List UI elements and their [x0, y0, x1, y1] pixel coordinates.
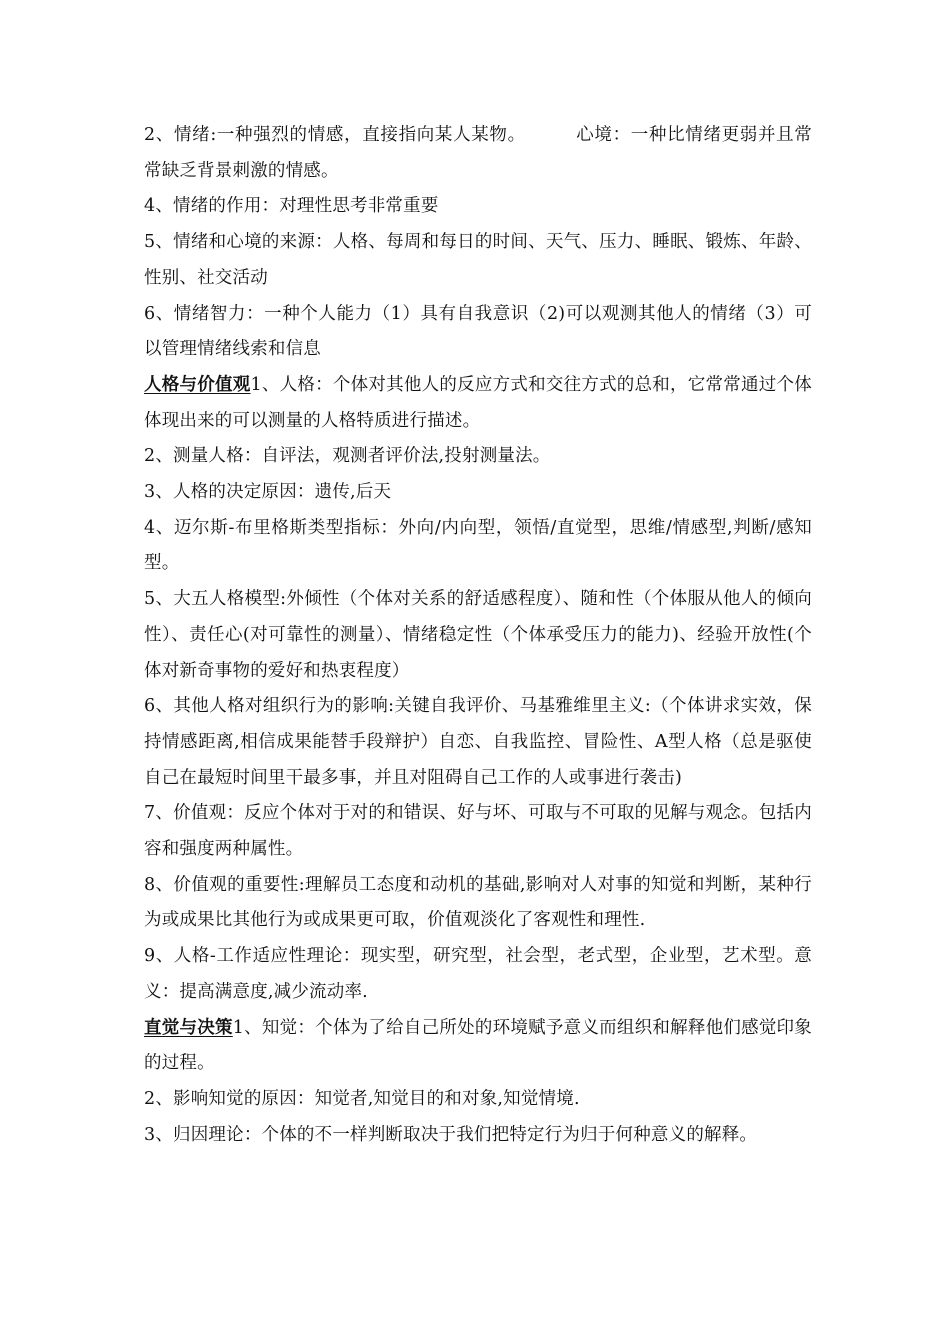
paragraph-text-mood: 心境：一种比情绪更弱并且常常缺乏背景刺激的情感。	[144, 125, 812, 181]
paragraph-emotion-definition	[144, 118, 812, 189]
paragraph-text: 7、价值观：反应个体对于对的和错误、好与坏、可取与不可取的见解与观念。包括内容和强度两种属性。	[144, 803, 812, 860]
paragraph-text: 3、归因理论：个体的不一样判断取决于我们把特定行为归于何种意义的解释。	[144, 1124, 758, 1145]
paragraph-other-personality	[144, 689, 812, 796]
paragraph-text: 3、人格的决定原因：遗传,后天	[144, 482, 392, 503]
paragraph-emotional-intelligence	[144, 297, 812, 368]
paragraph-emotion-sources	[144, 225, 812, 296]
paragraph-text: 4、情绪的作用：对理性思考非常重要	[144, 196, 439, 217]
paragraph-mbti	[144, 511, 812, 582]
section-heading-perception-decision: 直觉与决策	[144, 1017, 233, 1038]
paragraph-text: 5、大五人格模型:外倾性（个体对关系的舒适感程度）、随和性（个体服从他人的倾向性）、责任心(对可靠性的测量）、情绪稳定性（个体承受压力的能力)、经验开放性(个体对新奇事物的爱好和热衷程度）	[144, 589, 812, 681]
paragraph-text: 1、人格：个体对其他人的反应方式和交往方式的总和，它常常通过个体体现出来的可以测量的人格特质进行描述。	[144, 374, 812, 431]
paragraph-personality-definition	[144, 368, 812, 439]
paragraph-text: 1、知觉：个体为了给自己所处的环境赋予意义而组织和解释他们感觉印象的过程。	[144, 1017, 813, 1074]
paragraph-emotion-role	[144, 189, 812, 225]
paragraph-text: 8、价值观的重要性:理解员工态度和动机的基础,影响对人对事的知觉和判断，某种行为或成果比其他行为或成果更可取，价值观淡化了客观性和理性.	[144, 874, 812, 931]
paragraph-text: 2、影响知觉的原因：知觉者,知觉目的和对象,知觉情境.	[144, 1088, 580, 1109]
paragraph-text: 2、情绪:一种强烈的情感，直接指向某人某物。	[144, 125, 526, 145]
paragraph-big-five	[144, 582, 812, 689]
paragraph-text: 2、测量人格：自评法，观测者评价法,投射测量法。	[144, 446, 551, 467]
paragraph-perception-definition	[144, 1011, 812, 1082]
paragraph-text: 6、情绪智力：一种个人能力（1）具有自我意识（2)可以观测其他人的情绪（3）可以管理情绪线索和信息	[144, 303, 812, 360]
paragraph-personality-causes	[144, 475, 812, 511]
paragraph-text: 4、迈尔斯-布里格斯类型指标：外向/内向型，领悟/直觉型，思维/情感型,判断/感知型。	[144, 517, 812, 574]
paragraph-perception-factors	[144, 1082, 812, 1118]
paragraph-job-fit	[144, 939, 812, 1010]
paragraph-values	[144, 796, 812, 867]
document-body	[144, 118, 812, 1153]
paragraph-attribution-theory	[144, 1118, 812, 1154]
paragraph-measure-personality	[144, 439, 812, 475]
paragraph-text: 5、情绪和心境的来源：人格、每周和每日的时间、天气、压力、睡眠、锻炼、年龄、性别、社交活动	[144, 232, 812, 288]
section-heading-personality-values: 人格与价值观	[144, 374, 251, 395]
paragraph-text: 9、人格-工作适应性理论：现实型，研究型，社会型，老式型，企业型，艺术型。意义：提高满意度,减少流动率.	[144, 946, 812, 1002]
paragraph-values-importance	[144, 868, 812, 939]
paragraph-text: 6、其他人格对组织行为的影响:关键自我评价、马基雅维里主义:（个体讲求实效，保持情感距离,相信成果能替手段辩护）自恋、自我监控、冒险性、A型人格（总是驱使自己在最短时间里干最多事，并且对阻碍自己工作的人或事进行袭击)	[144, 696, 812, 788]
